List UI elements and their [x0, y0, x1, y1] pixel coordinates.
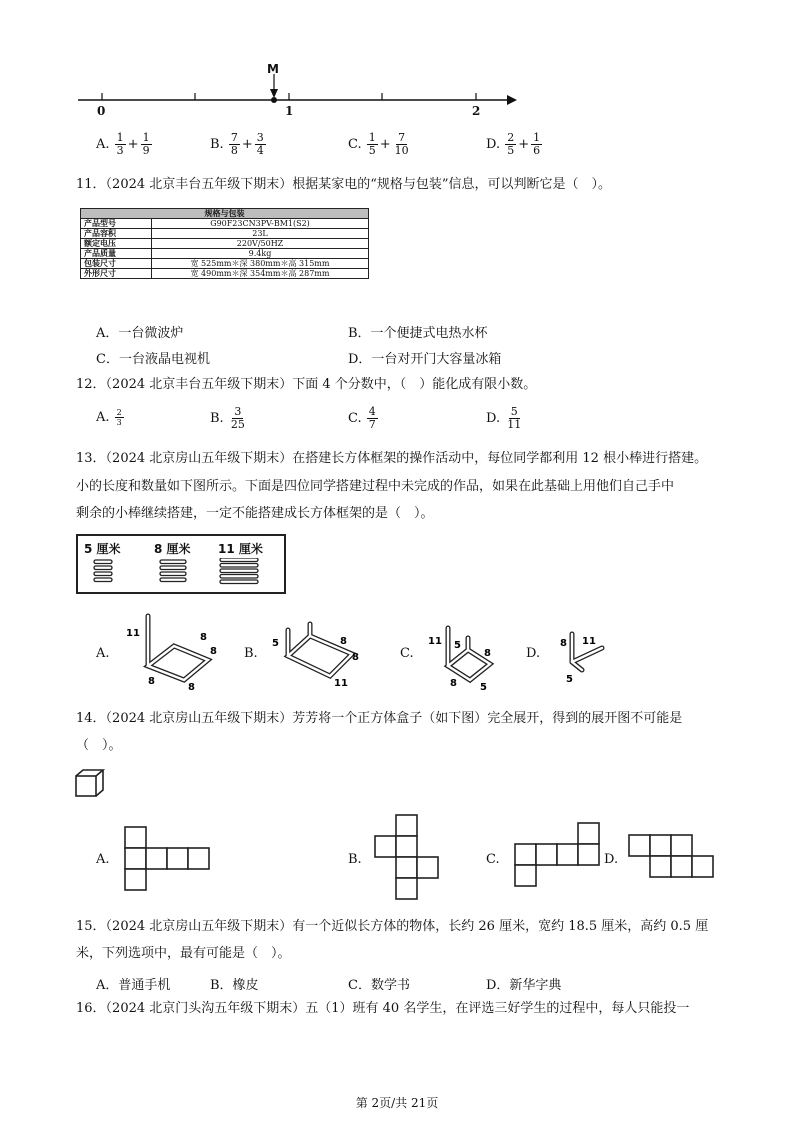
- stick-bundles: [78, 558, 284, 590]
- frame-b-figure: [266, 620, 376, 686]
- q10-option-letter: A.: [96, 137, 110, 152]
- svg-text:11: 11: [334, 678, 348, 686]
- q15-option-d[interactable]: D．新华字典: [486, 978, 562, 993]
- fraction: $\frac{2}{3}$: [116, 408, 122, 427]
- spec-table: [80, 208, 369, 279]
- svg-text:5: 5: [480, 682, 487, 692]
- q13-stem-line1: 13．（2024 北京房山五年级下期末）在搭建长方体框架的操作活动中，每位同学都利用 12 根小棒进行搭建。: [76, 451, 708, 466]
- svg-text:8: 8: [188, 682, 195, 692]
- q15-option-a[interactable]: A．普通手机: [96, 978, 171, 993]
- q11-option-a[interactable]: A．一台微波炉: [96, 326, 184, 341]
- q13-option-b[interactable]: B.: [244, 646, 258, 661]
- q15-stem-line2: 米，下列选项中，最有可能是（ ）。: [76, 946, 291, 961]
- page-footer: 第 2页/共 21页: [355, 1096, 439, 1110]
- q13-stem-line2: 小的长度和数量如下图所示。下面是四位同学搭建过程中未完成的作品，如果在此基础上用他们自己手中: [76, 479, 675, 494]
- q11-option-c[interactable]: C．一台液晶电视机: [96, 352, 210, 367]
- fraction: $\frac{7}{10}$: [394, 131, 409, 157]
- stick-label-5: 5 厘米: [84, 542, 121, 556]
- frame-a-figure: [120, 610, 220, 692]
- q14-option-d[interactable]: D.: [604, 852, 619, 867]
- table-row: 包装尺寸 宽 525mm＊深 380mm＊高 315mm: [81, 259, 369, 269]
- number-line-tick-2: 2: [472, 104, 481, 118]
- stick-label-8: 8 厘米: [154, 542, 191, 556]
- q10-option-b[interactable]: B. $\frac{7}{8}$ + $\frac{3}{4}$: [210, 131, 264, 157]
- q14-option-c[interactable]: C.: [486, 852, 500, 867]
- spec-table-title: 规格与包装: [81, 209, 369, 219]
- fraction: $\frac{1}{9}$: [142, 131, 150, 157]
- fraction: $\frac{4}{7}$: [368, 405, 376, 431]
- q12-option-c[interactable]: C. $\frac{4}{7}$: [348, 405, 376, 431]
- q10-option-letter: B.: [210, 137, 224, 152]
- q10-option-letter: D.: [486, 137, 501, 152]
- q14-stem-line1: 14．（2024 北京房山五年级下期末）芳芳将一个正方体盒子（如下图）完全展开，得到的展开图不可能是: [76, 711, 683, 726]
- number-line: [70, 56, 530, 122]
- svg-text:8: 8: [352, 652, 359, 663]
- q11-option-d[interactable]: D．一台对开门大容量冰箱: [348, 352, 502, 367]
- q16-stem-line1: 16．（2024 北京门头沟五年级下期末）五（1）班有 40 名学生，在评选三好学生的过程中，每人只能投一: [76, 1001, 690, 1016]
- q13-option-c[interactable]: C.: [400, 646, 414, 661]
- svg-text:8: 8: [148, 676, 155, 687]
- net-a-figure: [122, 824, 214, 898]
- stick-label-11: 11 厘米: [218, 542, 263, 556]
- svg-text:8: 8: [484, 648, 491, 659]
- table-row: 产品容积 23L: [81, 229, 369, 239]
- table-row: 外形尺寸 宽 490mm＊深 354mm＊高 287mm: [81, 269, 369, 279]
- q12-option-b[interactable]: B. $\frac{3}{25}$: [210, 405, 245, 431]
- number-line-tick-1: 1: [285, 104, 294, 118]
- q11-option-b[interactable]: B．一个便捷式电热水杯: [348, 326, 488, 341]
- q14-stem-line2: （ ）。: [76, 738, 122, 753]
- fraction: $\frac{1}{6}$: [533, 131, 541, 157]
- table-row: 产品型号 G90F23CN3PV-BM1(S2): [81, 219, 369, 229]
- q14-option-b[interactable]: B.: [348, 852, 362, 867]
- q14-option-a[interactable]: A.: [96, 852, 110, 867]
- number-line-tick-0: 0: [97, 104, 106, 118]
- q13-stem-line3: 剩余的小棒继续搭建，一定不能搭建成长方体框架的是（ ）。: [76, 506, 434, 521]
- q10-option-a[interactable]: A. $\frac{1}{3}$ + $\frac{1}{9}$: [96, 131, 150, 157]
- q10-option-d[interactable]: D. $\frac{2}{5}$ + $\frac{1}{6}$: [486, 131, 541, 157]
- svg-text:11: 11: [582, 636, 596, 647]
- svg-text:8: 8: [560, 638, 567, 649]
- net-b-figure: [372, 812, 442, 904]
- fraction: $\frac{3}{4}$: [256, 131, 264, 157]
- table-row: 额定电压 220V/50HZ: [81, 239, 369, 249]
- net-d-figure: [626, 832, 718, 886]
- fraction: $\frac{5}{11}$: [507, 405, 522, 431]
- svg-text:8: 8: [450, 678, 457, 689]
- frame-c-figure: [424, 620, 514, 692]
- q10-option-letter: C.: [348, 137, 362, 152]
- q13-option-a[interactable]: A.: [96, 646, 110, 661]
- number-line-marker: M: [267, 62, 279, 76]
- svg-text:5: 5: [272, 638, 279, 649]
- svg-text:8: 8: [210, 646, 217, 657]
- table-row: 产品质量 9.4kg: [81, 249, 369, 259]
- fraction: $\frac{2}{5}$: [507, 131, 515, 157]
- q15-stem-line1: 15．（2024 北京房山五年级下期末）有一个近似长方体的物体，长约 26 厘米，宽约 18.5 厘米，高约 0.5 厘: [76, 919, 709, 934]
- q15-option-c[interactable]: C．数学书: [348, 978, 410, 993]
- svg-text:5: 5: [454, 640, 461, 651]
- svg-text:11: 11: [428, 636, 442, 647]
- q12-stem: 12．（2024 北京丰台五年级下期末）下面 4 个分数中，（ ）能化成有限小数。: [76, 377, 537, 392]
- svg-text:8: 8: [200, 632, 207, 643]
- fraction: $\frac{1}{5}$: [368, 131, 376, 157]
- fraction: $\frac{3}{25}$: [230, 405, 245, 431]
- svg-text:8: 8: [340, 636, 347, 647]
- fraction: $\frac{1}{3}$: [116, 131, 124, 157]
- net-c-figure: [512, 820, 604, 892]
- q12-option-a[interactable]: A. $\frac{2}{3}$: [96, 408, 122, 427]
- stick-legend: [76, 534, 286, 594]
- q11-stem: 11．（2024 北京丰台五年级下期末）根据某家电的“规格与包装”信息，可以判断它是（ ）。: [76, 177, 612, 192]
- q15-option-b[interactable]: B．橡皮: [210, 978, 259, 993]
- svg-text:5: 5: [566, 674, 573, 684]
- q10-option-c[interactable]: C. $\frac{1}{5}$ + $\frac{7}{10}$: [348, 131, 409, 157]
- fraction: $\frac{7}{8}$: [230, 131, 238, 157]
- frame-d-figure: [552, 628, 622, 684]
- cube-icon: [74, 768, 106, 800]
- q13-option-d[interactable]: D.: [526, 646, 541, 661]
- frame-a-label: 11: [126, 628, 140, 639]
- q12-option-d[interactable]: D. $\frac{5}{11}$: [486, 405, 522, 431]
